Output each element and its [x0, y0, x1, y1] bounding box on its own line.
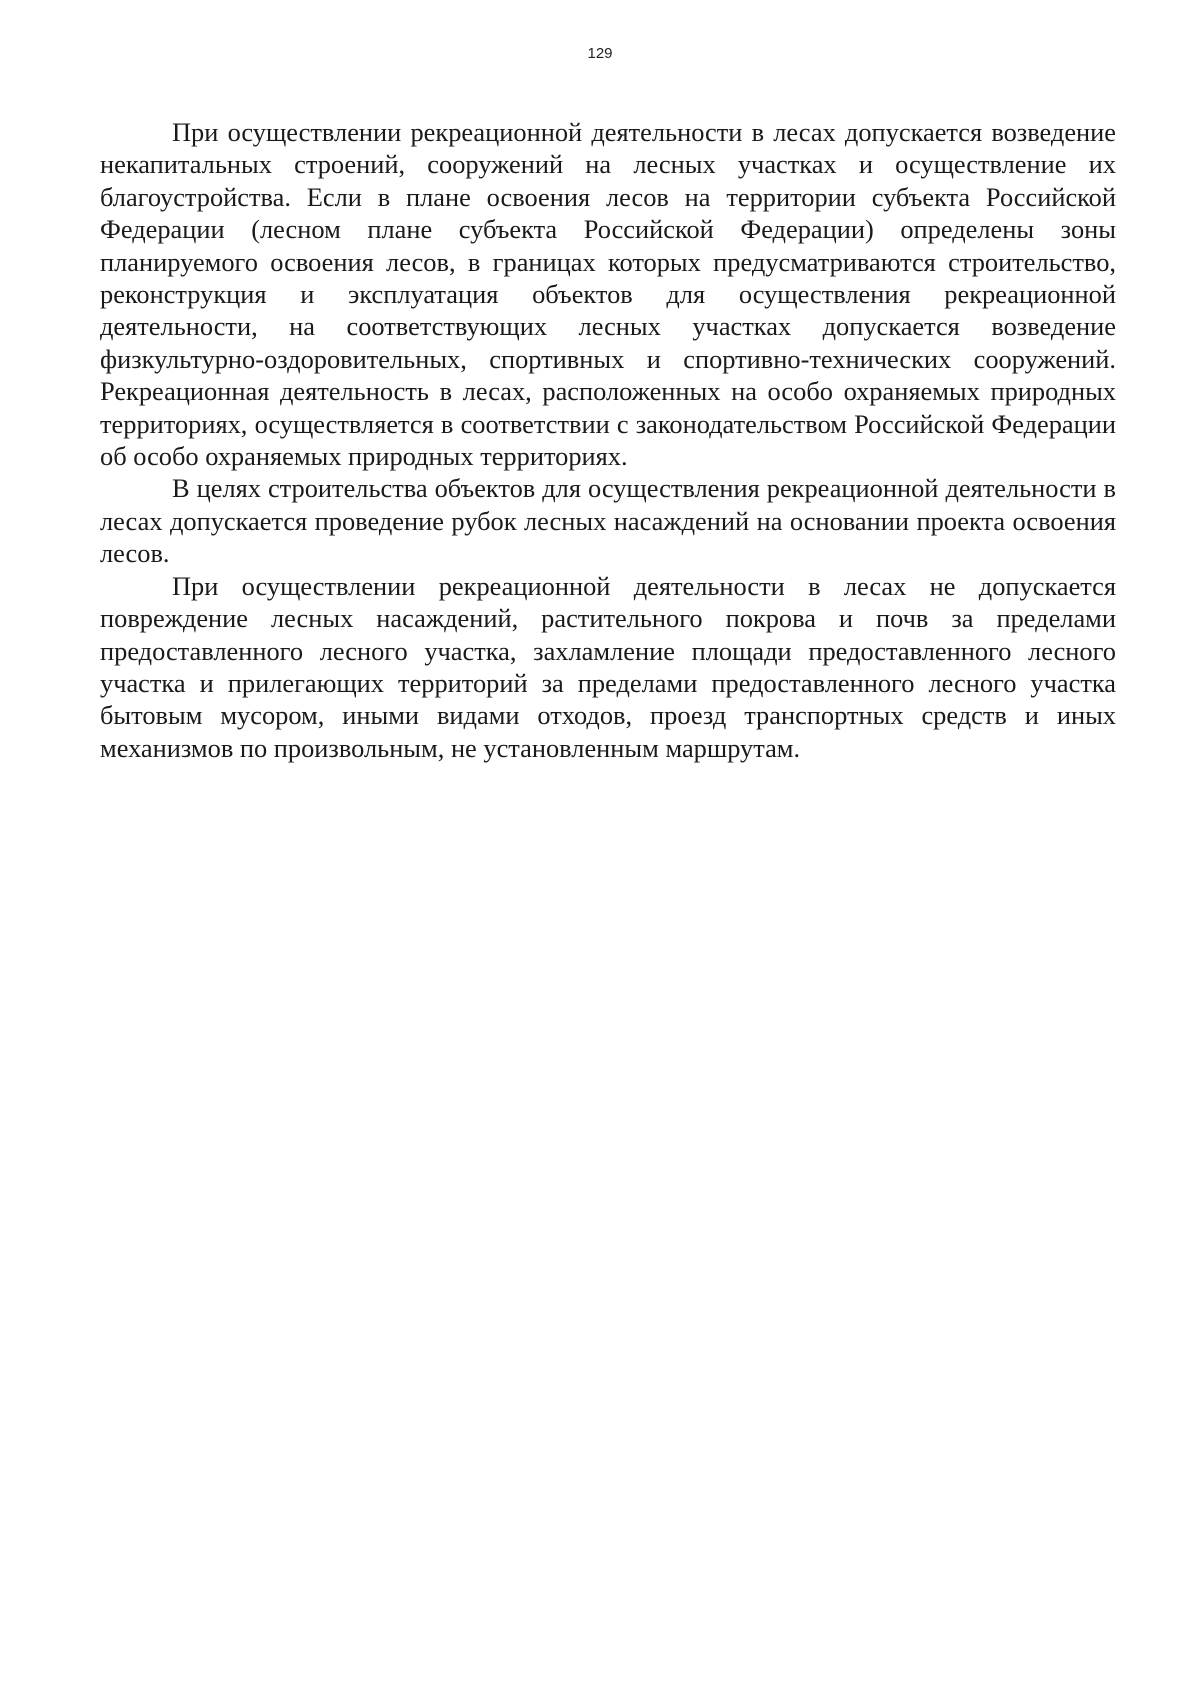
- paragraph-tree-felling: В целях строительства объектов для осуществления рекреационной деятельности в лесах допускается проведение рубок лесных насаждений на основании проекта освоения лесов.: [100, 473, 1116, 569]
- body-text: [100, 116, 1116, 764]
- paragraph-recreational-structures: При осуществлении рекреационной деятельности в лесах допускается возведение некапитальных строений, сооружений на лесных участках и осуществление их благоустройства. Если в плане освоения лесов на территории субъекта Российской Федерации (лесном плане субъекта Российской Федерации) определены зоны планируемого освоения лесов, в границах которых предусматриваются строительство, реконструкция и эксплуатация объектов для осуществления рекреационной деятельности, на соответствующих лесных участках допускается возведение физкультурно-оздоровительных, спортивных и спортивно-технических сооружений. Рекреационная деятельность в лесах, расположенных на особо охраняемых природных территориях, осуществляется в соответствии с законодательством Российской Федерации об особо охраняемых природных территориях.: [100, 117, 1116, 472]
- paragraph-prohibitions: При осуществлении рекреационной деятельности в лесах не допускается повреждение лесных насаждений, растительного покрова и почв за пределами предоставленного лесного участка, захламление площади предоставленного лесного участка и прилегающих территорий за пределами предоставленного лесного участка бытовым мусором, иными видами отходов, проезд транспортных средств и иных механизмов по произвольным, не установленным маршрутам.: [100, 570, 1116, 763]
- page-number: 129: [587, 45, 613, 62]
